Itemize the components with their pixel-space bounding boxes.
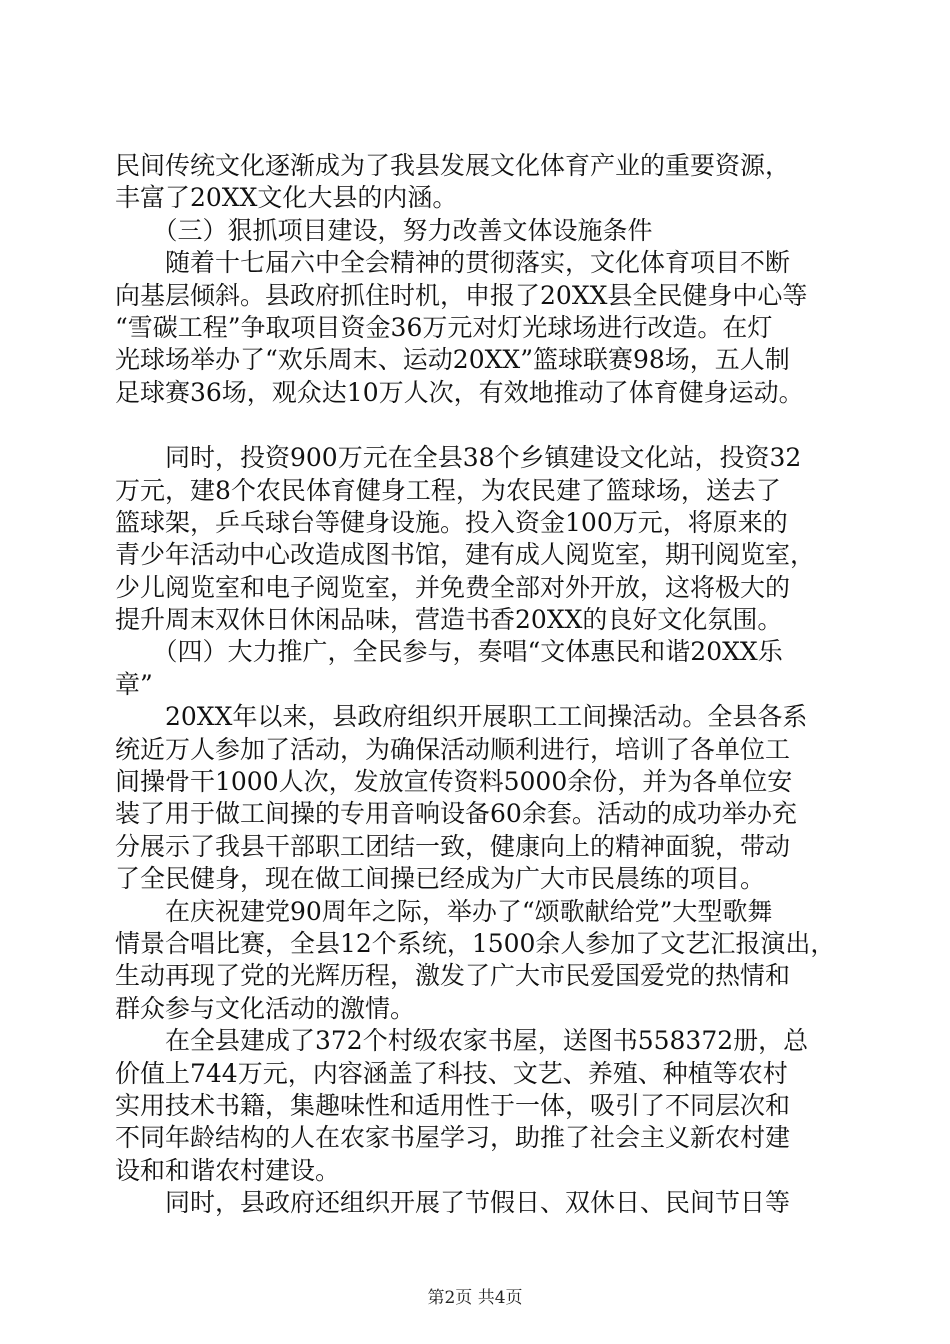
text-line: 民间传统文化逐渐成为了我县发展文化体育产业的重要资源，: [115, 151, 791, 180]
document-body: [115, 150, 835, 1220]
text-line: 丰富了20XX文化大县的内涵。: [115, 183, 458, 213]
text-line: 间操骨干1000人次，发放宣传资料5000余份，并为各单位安: [115, 767, 793, 797]
text-line: 了全民健身，现在做工间操已经成为广大市民晨练的项目。: [115, 864, 766, 894]
text-line: 装了用于做工间操的专用音响设备60余套。活动的成功举办充: [115, 799, 797, 829]
text-line: 少儿阅览室和电子阅览室，并免费全部对外开放，这将极大的: [115, 572, 791, 602]
text-line: 万元，建8个农民体育健身工程，为农民建了篮球场，送去了: [115, 475, 781, 505]
section-heading-continued: 章”: [115, 669, 153, 699]
paragraph-gap: [115, 409, 835, 442]
section-heading: （四）大力推广，全民参与，奏唱“文体惠民和谐20XX乐: [115, 637, 783, 667]
text-line: 向基层倾斜。县政府抓住时机，申报了20XX县全民健身中心等: [115, 280, 808, 310]
page-number-footer: 第2页 共4页: [427, 1288, 523, 1308]
text-line: 情景合唱比赛，全县12个系统，1500余人参加了文艺汇报演出，: [115, 928, 835, 958]
text-line: 设和和谐农村建设。: [115, 1155, 341, 1185]
text-line: 实用技术书籍，集趣味性和适用性于一体，吸引了不同层次和: [115, 1090, 791, 1120]
text-line: 光球场举办了“欢乐周末、运动20XX”篮球联赛98场，五人制: [115, 345, 790, 375]
text-line: 分展示了我县干部职工团结一致，健康向上的精神面貌，带动: [115, 831, 791, 861]
text-line: 提升周末双休日休闲品味，营造书香20XX的良好文化氛围。: [115, 605, 783, 635]
text-line: 生动再现了党的光辉历程，激发了广大市民爱国爱党的热情和: [115, 961, 791, 991]
text-line: 随着十七届六中全会精神的贯彻落实，文化体育项目不断: [115, 248, 791, 278]
text-line: 群众参与文化活动的激情。: [115, 993, 416, 1023]
text-line: 20XX年以来，县政府组织开展职工工间操活动。全县各系: [115, 702, 808, 732]
text-line: “雪碳工程”争取项目资金36万元对灯光球场进行改造。在灯: [115, 312, 773, 342]
text-line: 足球赛36场，观众达10万人次，有效地推动了体育健身运动。: [115, 377, 804, 407]
text-line: 篮球架，乒乓球台等健身设施。投入资金100万元，将原来的: [115, 507, 788, 537]
text-line: 同时，投资900万元在全县38个乡镇建设文化站，投资32: [115, 443, 802, 473]
section-heading: （三）狠抓项目建设，努力改善文体设施条件: [115, 215, 653, 245]
text-line: 统近万人参加了活动，为确保活动顺利进行，培训了各单位工: [115, 734, 791, 764]
text-line: 在庆祝建党90周年之际，举办了“颂歌献给党”大型歌舞: [115, 896, 773, 926]
text-line: 价值上744万元，内容涵盖了科技、文艺、养殖、种植等农村: [115, 1058, 788, 1088]
text-line: 同时，县政府还组织开展了节假日、双休日、民间节日等: [115, 1188, 791, 1218]
text-line: 不同年龄结构的人在农家书屋学习，助推了社会主义新农村建: [115, 1123, 791, 1153]
text-line: 在全县建成了372个村级农家书屋，送图书558372册，总: [115, 1026, 809, 1056]
text-line: 青少年活动中心改造成图书馆，建有成人阅览室，期刊阅览室，: [115, 540, 816, 570]
